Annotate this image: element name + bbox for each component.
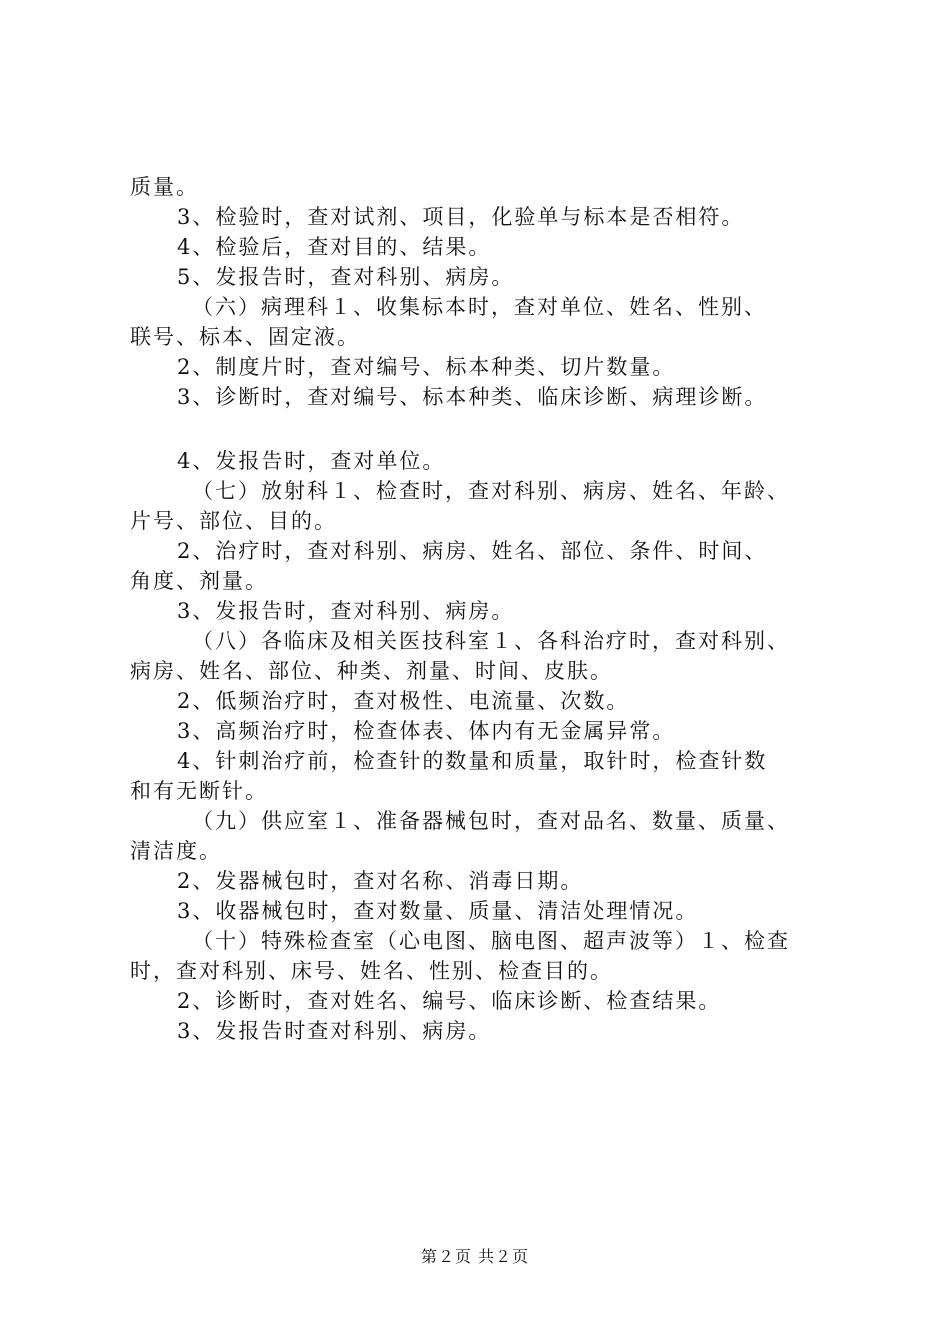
text-line: 3、诊断时，查对编号、标本种类、临床诊断、病理诊断。 [177,385,768,409]
page-number: 第２页 共２页 [420,1247,530,1266]
text-line: 2、发器械包时，查对名称、消毒日期。 [177,869,584,893]
text-line: 时，查对科别、床号、姓名、性别、检查目的。 [130,959,613,983]
text-line: 病房、姓名、部位、种类、剂量、时间、皮肤。 [130,659,613,683]
text-line: 4、针刺治疗前，检查针的数量和质量，取针时，检查针数 [177,749,768,773]
text-line: 3、发报告时查对科别、病房。 [177,1019,492,1043]
document-body [130,172,855,1046]
blank-line [130,412,855,446]
text-line: 3、发报告时，查对科别、病房。 [177,599,515,623]
text-line: （六）病理科１、收集标本时，查对单位、姓名、性别、 [192,295,767,319]
text-line: 联号、标本、固定液。 [130,325,360,349]
text-line: 2、治疗时，查对科别、病房、姓名、部位、条件、时间、 [177,539,768,563]
text-line: 和有无断针。 [130,779,268,803]
text-line: 3、收器械包时，查对数量、质量、清洁处理情况。 [177,899,699,923]
text-line: （十）特殊检查室（心电图、脑电图、超声波等）１、检查 [192,929,790,953]
text-line: （八）各临床及相关医技科室１、各科治疗时，查对科别、 [192,629,790,653]
text-line: （九）供应室１、准备器械包时，查对品名、数量、质量、 [192,809,790,833]
text-line: 质量。 [130,175,199,199]
text-line: 4、检验后，查对目的、结果。 [177,235,492,259]
text-line: （七）放射科１、检查时，查对科别、病房、姓名、年龄、 [192,479,790,503]
text-line: 2、低频治疗时，查对极性、电流量、次数。 [177,689,630,713]
text-line: 2、制度片时，查对编号、标本种类、切片数量。 [177,355,676,379]
text-line: 2、诊断时，查对姓名、编号、临床诊断、检查结果。 [177,989,722,1013]
text-line: 5、发报告时，查对科别、病房。 [177,265,515,289]
text-line: 3、高频治疗时，检查体表、体内有无金属异常。 [177,719,676,743]
text-line: 片号、部位、目的。 [130,509,337,533]
text-line: 3、检验时，查对试剂、项目，化验单与标本是否相符。 [177,205,745,229]
text-line: 清洁度。 [130,839,222,863]
page-footer [0,1244,950,1267]
text-line: 4、发报告时，查对单位。 [177,449,446,473]
text-line: 角度、剂量。 [130,569,268,593]
